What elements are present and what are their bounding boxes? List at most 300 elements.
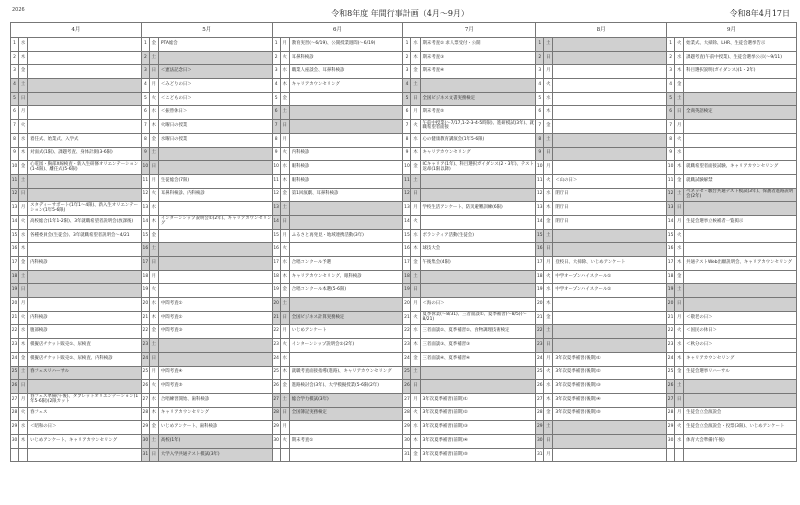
day-number: 31 [403, 448, 411, 462]
weekday [19, 448, 28, 462]
month-header-row [11, 23, 797, 38]
day-number: 4 [403, 79, 411, 93]
weekday: 土 [19, 174, 28, 188]
day-row [11, 51, 797, 65]
weekday: 日 [411, 284, 420, 298]
weekday: 木 [149, 215, 158, 229]
weekday: 土 [675, 92, 684, 106]
weekday: 土 [544, 133, 553, 147]
day-number: 16 [141, 243, 149, 257]
event [420, 270, 536, 284]
day-number: 18 [403, 270, 411, 284]
event [158, 352, 272, 366]
event: 三者面談③、夏季補習③ [420, 339, 536, 353]
day-number: 15 [403, 229, 411, 243]
day-row [11, 147, 797, 161]
weekday: 金 [411, 161, 420, 175]
weekday: 水 [149, 393, 158, 407]
event: ＜こどもの日＞ [158, 92, 272, 106]
event [553, 120, 667, 134]
event: 高校総合(1年1-2限)、3年就職希望者説明会(放課後) [28, 215, 142, 229]
weekday: 日 [544, 243, 553, 257]
event: 中間考査⑤ [158, 380, 272, 394]
weekday: 水 [411, 133, 420, 147]
weekday: 金 [411, 257, 420, 271]
weekday: 水 [544, 380, 553, 394]
day-number: 28 [11, 407, 19, 421]
day-number: 26 [536, 380, 544, 394]
day-number: 24 [536, 352, 544, 366]
day-number: 25 [11, 366, 19, 380]
event: インターンシップ説明会②(2年) [289, 339, 403, 353]
day-row [11, 284, 797, 298]
day-number: 25 [667, 366, 675, 380]
weekday: 木 [280, 79, 289, 93]
event [553, 243, 667, 257]
weekday: 土 [149, 147, 158, 161]
day-number: 18 [272, 270, 280, 284]
day-number: 3 [667, 65, 675, 79]
event: 生徒会選挙立候補者一覧掲示 [684, 215, 797, 229]
weekday: 火 [19, 311, 28, 325]
day-number: 27 [141, 393, 149, 407]
day-number: 26 [11, 380, 19, 394]
annual-schedule-table [10, 22, 797, 462]
day-row [11, 79, 797, 93]
weekday: 金 [675, 79, 684, 93]
event: 就職希望者面接試験、キャリアカウンセリング [684, 161, 797, 175]
event: 内科検診 [289, 147, 403, 161]
weekday: 月 [675, 120, 684, 134]
event [684, 393, 797, 407]
day-number: 20 [667, 298, 675, 312]
weekday: 月 [280, 229, 289, 243]
weekday: 木 [19, 147, 28, 161]
day-number: 1 [272, 38, 280, 52]
event [28, 298, 142, 312]
day-number: 17 [141, 257, 149, 271]
weekday: 日 [675, 393, 684, 407]
event: 合唱コンクール本選(5-6限) [289, 284, 403, 298]
weekday: 月 [411, 298, 420, 312]
event [158, 284, 272, 298]
weekday: 日 [19, 284, 28, 298]
weekday: 金 [280, 188, 289, 202]
day-number [11, 448, 19, 462]
event: 全国ビジネス文書実務検定 [420, 92, 536, 106]
weekday: 金 [19, 65, 28, 79]
weekday: 水 [675, 51, 684, 65]
day-number: 3 [536, 65, 544, 79]
day-number: 27 [667, 393, 675, 407]
weekday: 木 [19, 243, 28, 257]
day-number: 22 [141, 325, 149, 339]
day-number: 20 [536, 298, 544, 312]
event [684, 133, 797, 147]
event: 生徒会選挙リハーサル [684, 366, 797, 380]
event: 共通テストWeb出願説明会、キャリアカウンセリング [684, 257, 797, 271]
day-number: 27 [11, 393, 19, 407]
event [289, 92, 403, 106]
weekday: 木 [544, 393, 553, 407]
weekday: 月 [19, 298, 28, 312]
event [553, 38, 667, 52]
weekday: 土 [675, 380, 684, 394]
day-number: 1 [141, 38, 149, 52]
day-number: 4 [536, 79, 544, 93]
weekday: 日 [544, 147, 553, 161]
weekday: 土 [280, 202, 289, 216]
day-number: 14 [536, 215, 544, 229]
weekday: 土 [19, 366, 28, 380]
weekday: 金 [411, 65, 420, 79]
weekday: 水 [149, 106, 158, 120]
event: ベネッセ・駿台共通テスト模試(3年)、保護者進路説明会(2年) [684, 188, 797, 202]
event: 就職考査面接指導(進路)、キャリアカウンセリング [289, 366, 403, 380]
day-number: 27 [403, 393, 411, 407]
month-header: 7月 [403, 23, 536, 38]
day-row [11, 174, 797, 188]
weekday: 火 [19, 407, 28, 421]
day-number: 10 [403, 161, 411, 175]
day-number: 5 [403, 92, 411, 106]
day-number: 11 [11, 174, 19, 188]
event [158, 229, 272, 243]
weekday: 土 [280, 393, 289, 407]
weekday: 月 [544, 161, 553, 175]
weekday: 土 [149, 51, 158, 65]
day-number: 28 [141, 407, 149, 421]
weekday: 水 [149, 298, 158, 312]
day-number: 11 [667, 174, 675, 188]
day-number: 31 [141, 448, 149, 462]
event: 春フェス [28, 407, 142, 421]
day-number: 12 [536, 188, 544, 202]
day-number: 14 [11, 215, 19, 229]
weekday: 日 [19, 188, 28, 202]
weekday: 金 [280, 380, 289, 394]
event: 水曜日の授業 [158, 133, 272, 147]
day-number: 7 [403, 120, 411, 134]
day-number: 17 [11, 257, 19, 271]
weekday [675, 448, 684, 462]
event [28, 120, 142, 134]
day-row [11, 215, 797, 229]
day-row [11, 257, 797, 271]
day-number: 6 [141, 106, 149, 120]
weekday: 月 [280, 421, 289, 435]
event [28, 188, 142, 202]
event [28, 79, 142, 93]
event: ＜敬老の日＞ [684, 311, 797, 325]
event [553, 434, 667, 448]
weekday: 日 [149, 448, 158, 462]
event: 第1回演劇、耳鼻科検診 [289, 188, 403, 202]
day-row [11, 298, 797, 312]
weekday: 日 [149, 161, 158, 175]
event: ICキャリア(1年)、科目選択ガイダンス(2・3年)、テスト返却(1限以降) [420, 161, 536, 175]
weekday: 金 [675, 366, 684, 380]
day-number: 24 [403, 352, 411, 366]
day-number: 31 [536, 448, 544, 462]
event [289, 133, 403, 147]
event: 大学入学共通テスト模試(3年) [158, 448, 272, 462]
day-number: 29 [141, 421, 149, 435]
weekday: 火 [280, 243, 289, 257]
weekday: 土 [411, 174, 420, 188]
event: ボランティア活動(生徒会) [420, 229, 536, 243]
day-row [11, 65, 797, 79]
day-number: 2 [272, 51, 280, 65]
event [28, 380, 142, 394]
event: ＜みどりの日＞ [158, 79, 272, 93]
event [684, 79, 797, 93]
event: 各種委員会(生徒会)、3年就職希望者説明会～4/21 [28, 229, 142, 243]
day-number: 29 [272, 421, 280, 435]
day-row [11, 434, 797, 448]
day-number: 28 [536, 407, 544, 421]
day-number: 19 [141, 284, 149, 298]
event: 総合学力模試(3年) [289, 393, 403, 407]
day-number: 30 [403, 434, 411, 448]
weekday: 土 [280, 298, 289, 312]
weekday: 木 [19, 339, 28, 353]
weekday: 土 [149, 243, 158, 257]
event: 模擬店チケット販売②、尿検査、内科検診 [28, 352, 142, 366]
day-number: 30 [667, 434, 675, 448]
day-number: 2 [536, 51, 544, 65]
event [553, 325, 667, 339]
weekday: 日 [411, 380, 420, 394]
event: 高校(1年) [158, 434, 272, 448]
event: 教育実習(～6/19)、公開授業週間(～6/19) [289, 38, 403, 52]
day-number: 23 [11, 339, 19, 353]
event [28, 106, 142, 120]
day-number: 4 [11, 79, 19, 93]
weekday: 火 [675, 38, 684, 52]
event [289, 202, 403, 216]
event: 心電図・胸部X線検査・新入生研修オリエンテーション(1-4限)、離任式(5-6限) [28, 161, 142, 175]
event: 体育大会準備(午後) [684, 434, 797, 448]
day-row [11, 243, 797, 257]
weekday: 土 [544, 229, 553, 243]
weekday: 水 [675, 434, 684, 448]
day-number: 11 [141, 174, 149, 188]
event: 全商英語検定 [684, 106, 797, 120]
day-number: 22 [667, 325, 675, 339]
event [420, 366, 536, 380]
day-number: 25 [403, 366, 411, 380]
event: いじめアンケート、歯科検診 [158, 421, 272, 435]
day-number: 3 [403, 65, 411, 79]
event: 対面式(1限)、課題考査、身体計測(3-6限) [28, 147, 142, 161]
day-row [11, 92, 797, 106]
weekday: 金 [675, 270, 684, 284]
day-number: 19 [11, 284, 19, 298]
day-row [11, 270, 797, 284]
day-row [11, 448, 797, 462]
weekday: 日 [149, 65, 158, 79]
event: キャリアカウンセリング、眼科検診 [289, 270, 403, 284]
day-number: 24 [141, 352, 149, 366]
event [289, 298, 403, 312]
weekday: 水 [280, 257, 289, 271]
day-number: 30 [536, 434, 544, 448]
day-number: 3 [11, 65, 19, 79]
event: スタディーサポート(1年1～4限)、新入生オリエンテーション(1年5-6限) [28, 202, 142, 216]
day-number: 13 [536, 202, 544, 216]
event [420, 284, 536, 298]
event [684, 380, 797, 394]
event: 期末考査② 求人票受付・公開 [420, 38, 536, 52]
weekday: 木 [19, 51, 28, 65]
weekday: 土 [19, 270, 28, 284]
day-number: 7 [11, 120, 19, 134]
event: 生徒会立会演説会 [684, 407, 797, 421]
weekday: 日 [19, 380, 28, 394]
weekday: 日 [19, 92, 28, 106]
event [684, 448, 797, 462]
weekday: 土 [675, 188, 684, 202]
event [158, 270, 272, 284]
day-number: 16 [272, 243, 280, 257]
weekday: 日 [544, 339, 553, 353]
event: 期末考査④ [420, 65, 536, 79]
weekday: 金 [149, 229, 158, 243]
day-number: 6 [403, 106, 411, 120]
weekday: 日 [280, 407, 289, 421]
day-number: 26 [272, 380, 280, 394]
day-number: 21 [141, 311, 149, 325]
day-row [11, 106, 797, 120]
day-number: 29 [11, 421, 19, 435]
day-number: 8 [403, 133, 411, 147]
weekday: 木 [280, 270, 289, 284]
day-number: 22 [272, 325, 280, 339]
event [684, 147, 797, 161]
day-row [11, 339, 797, 353]
day-number: 21 [403, 311, 411, 325]
event: 閉庁日 [553, 202, 667, 216]
weekday: 水 [19, 133, 28, 147]
day-number: 22 [11, 325, 19, 339]
day-number: 10 [11, 161, 19, 175]
day-number: 22 [536, 325, 544, 339]
event: 科目選択説明(ガイダンス)(1・2年) [684, 65, 797, 79]
month-header: 5月 [141, 23, 272, 38]
month-header: 6月 [272, 23, 403, 38]
event [28, 92, 142, 106]
weekday: 土 [280, 106, 289, 120]
weekday: 木 [411, 339, 420, 353]
weekday: 月 [675, 215, 684, 229]
day-row [11, 202, 797, 216]
day-number: 5 [667, 92, 675, 106]
event: 球技大会 [420, 243, 536, 257]
day-number: 9 [272, 147, 280, 161]
weekday: 金 [544, 120, 553, 134]
weekday: 火 [675, 325, 684, 339]
event: ＜海の日＞ [420, 298, 536, 312]
event: 中間考査② [158, 311, 272, 325]
day-number: 15 [536, 229, 544, 243]
weekday: 月 [149, 366, 158, 380]
day-number: 23 [536, 339, 544, 353]
event [553, 147, 667, 161]
weekday: 日 [280, 120, 289, 134]
day-row [11, 325, 797, 339]
event [158, 257, 272, 271]
day-row [11, 407, 797, 421]
weekday: 水 [675, 147, 684, 161]
weekday: 月 [19, 202, 28, 216]
weekday: 日 [149, 257, 158, 271]
day-number: 6 [536, 106, 544, 120]
weekday: 火 [149, 380, 158, 394]
weekday: 火 [280, 147, 289, 161]
day-row [11, 393, 797, 407]
event: 進路検討会(3年)、大学模擬授業(5-6限(2年) [289, 380, 403, 394]
day-number: 8 [11, 133, 19, 147]
day-number: 4 [141, 79, 149, 93]
event [28, 51, 142, 65]
document-title: 令和8年度 年間行事計画（4月～9月） [331, 9, 469, 18]
day-number: 1 [667, 38, 675, 52]
day-number: 4 [667, 79, 675, 93]
weekday: 日 [675, 106, 684, 120]
day-number: 14 [667, 215, 675, 229]
event: 登校日、大掃除、いじめアンケート [553, 257, 667, 271]
day-number: 15 [141, 229, 149, 243]
event: 閉庁日 [553, 215, 667, 229]
day-number: 10 [667, 161, 675, 175]
event: 内科検診 [28, 311, 142, 325]
day-row [11, 229, 797, 243]
weekday: 土 [149, 434, 158, 448]
day-number: 12 [272, 188, 280, 202]
event: ＜国民の休日＞ [684, 325, 797, 339]
weekday: 火 [280, 434, 289, 448]
event [289, 352, 403, 366]
day-number: 1 [536, 38, 544, 52]
event [158, 339, 272, 353]
weekday: 土 [544, 38, 553, 52]
event: 生徒総会(7限) [158, 174, 272, 188]
weekday: 金 [544, 215, 553, 229]
day-number: 5 [272, 92, 280, 106]
weekday: 月 [149, 79, 158, 93]
event: 眼科検診 [289, 174, 403, 188]
weekday: 木 [149, 120, 158, 134]
weekday: 日 [411, 188, 420, 202]
weekday: 水 [19, 421, 28, 435]
event: 夏季休業(～8/31)、三者面談①、夏季補習(～8/5)(～8/21) [420, 311, 536, 325]
weekday: 月 [19, 106, 28, 120]
weekday: 金 [149, 133, 158, 147]
weekday: 金 [19, 352, 28, 366]
event: キャリアカウンセリング [158, 407, 272, 421]
weekday: 火 [544, 79, 553, 93]
event: 着任式、始業式、入学式 [28, 133, 142, 147]
day-number: 19 [536, 284, 544, 298]
event [553, 448, 667, 462]
day-number: 26 [403, 380, 411, 394]
event: 眼科検診 [289, 161, 403, 175]
event: 中間考査③ [158, 325, 272, 339]
event [553, 161, 667, 175]
event: 午前中授業(～7/17,1-2-3-4-5時限)、進研模試(3年)、就職希望者面接 [420, 120, 536, 134]
weekday: 月 [544, 257, 553, 271]
